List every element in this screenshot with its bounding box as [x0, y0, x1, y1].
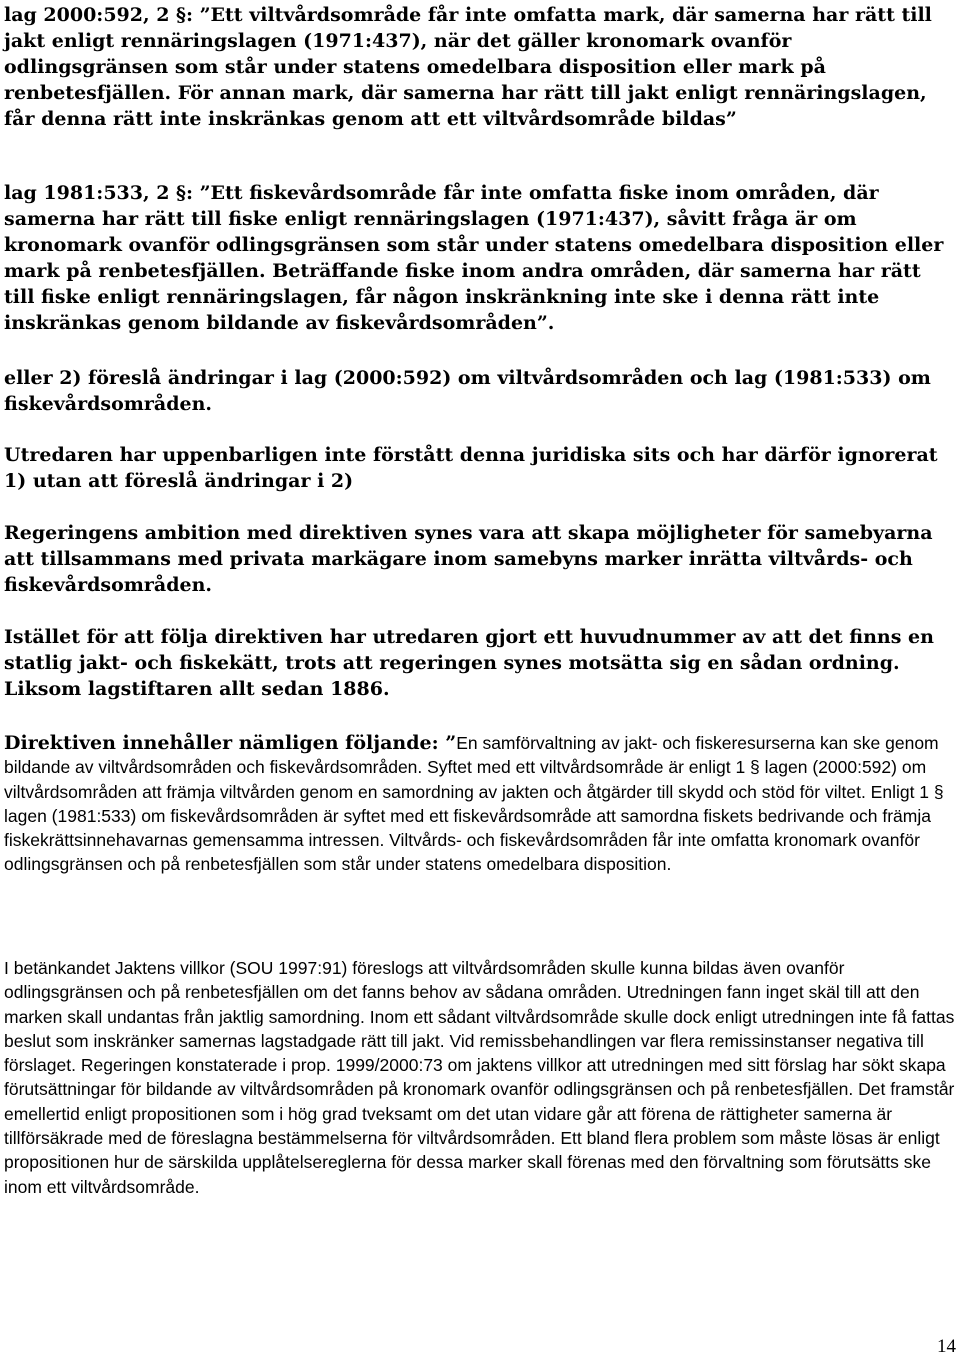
- report-paragraph: I betänkandet Jaktens villkor (SOU 1997:91) föreslogs att viltvårdsområden skulle kunna bildas även ovanför odlingsgränsen och på renbetesfjällen om det fanns behov av sådana områden. Utredningen fann inget skäl till att den marken skall undantas från jaktlig samordning. Inom ett sådant viltvårdsområde skulle dock enligt utredningen inte få fattas beslut som inskränker samernas lagstadgade rätt till jakt. Vid remissbehandlingen var flera remissinstanser negativa till förslaget. Regeringen konstaterade i prop. 1999/2000:73 om jaktens villkor att utredningen med sitt förslag har sökt skapa förutsättningar för bildande av viltvårdsområden på kronomark ovanför odlingsgränsen och på renbetesfjällen. Det framstår emellertid enligt propositionen som i hög grad tveksamt om det utan vidare går att förena de rättigheter samerna är tillförsäkrade med de föreslagna bestämmelserna för viltvårdsområden. Ett bland flera problem som måste lösas är enligt propositionen hur de särskilda upplåtelsereglerna för dessa marker skall förenas med den förvaltning som förutsätts ske inom ett viltvårdsområde.: [4, 958, 955, 1197]
- directives-body: En samförvaltning av jakt- och fiskeresurserna kan ske genom bildande av viltvårdsområden och fiskevårdsområden. Syftet med ett viltvårdsområde är enligt 1 § lagen (2000:592) om viltvårdsområden att främja viltvården genom en samordning av jakten och åtgärder till skydd och stöd för viltet. Enligt 1 § lagen (1981:533) om fiskevårdsområden är syftet med ett fiskevårdsområde att samordna fiskets bedrivande och främja fiskekrättsinnehavarnas gemensamma intressen. Viltvårds- och fiskevårdsområden får inte omfatta kronomark ovanför odlingsgränsen och på renbetesfjällen som står under statens omedelbara disposition.: [4, 733, 944, 875]
- instead-paragraph: Istället för att följa direktiven har utredaren gjort ett huvudnummer av att det finns en statlig jakt- och fiskekätt, trots att regeringen synes motsätta sig en sådan ordning. Liksom lagstiftaren allt sedan 1886.: [4, 626, 934, 700]
- quote-paragraph-game-law: lag 2000:592, 2 §: ”Ett viltvårdsområde får inte omfatta mark, där samerna har rätt till jakt enligt rennäringslagen (1971:437), när det gäller kronomark ovanför odlingsgränsen som står under statens omedelbara disposition eller mark på renbetesfjällen. För annan mark, där samerna har rätt till jakt enligt rennäringslagen, får denna rätt inte inskränkas genom att ett viltvårdsområde bildas”: [4, 4, 932, 130]
- page-number: 14: [937, 1336, 956, 1357]
- proposal-paragraph: eller 2) föreslå ändringar i lag (2000:592) om viltvårdsområden och lag (1981:533) om fiskevårdsområden.: [4, 367, 931, 415]
- government-ambition-paragraph: Regeringens ambition med direktiven synes vara att skapa möjligheter för samebyarna att tillsammans med privata markägare inom samebyns marker inrätta viltvårds- och fiskevårdsområden.: [4, 522, 933, 596]
- directives-paragraph: [4, 731, 956, 877]
- quote-paragraph-fish-law: lag 1981:533, 2 §: ”Ett fiskevårdsområde får inte omfatta fiske inom områden, där samerna har rätt till fiske enligt rennäringslagen (1971:437), såvitt fråga är om kronomark ovanför odlingsgränsen som står under statens omedelbara disposition eller mark på renbetesfjällen. Beträffande fiske inom andra områden, där samerna har rätt till fiske enligt rennäringslagen, får någon inskränkning inte ske i denna rätt inte inskränkas genom bildande av fiskevårdsområden”.: [4, 182, 944, 334]
- investigator-paragraph: Utredaren har uppenbarligen inte förstått denna juridiska sits och har därför ignorerat 1) utan att föreslå ändringar i 2): [4, 444, 938, 492]
- directives-heading: Direktiven innehåller nämligen följande: ”: [4, 732, 457, 754]
